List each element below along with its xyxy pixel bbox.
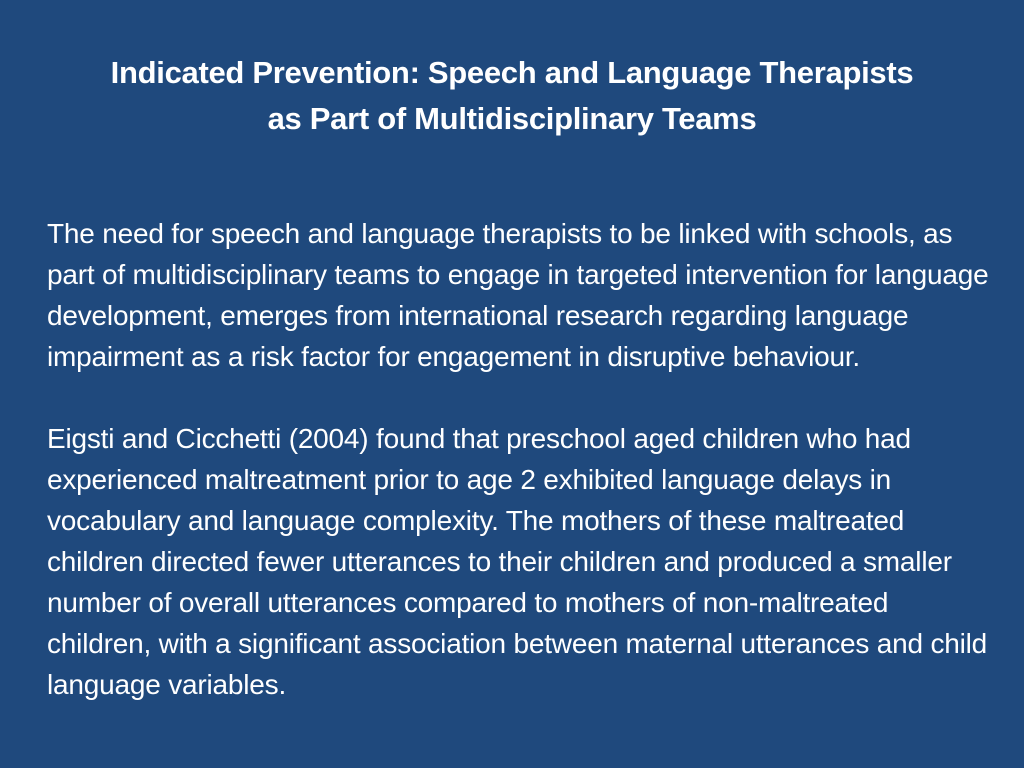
slide-title-line-1: Indicated Prevention: Speech and Language Therapists xyxy=(110,55,914,90)
slide-title-line-2: as Part of Multidisciplinary Teams xyxy=(267,101,757,136)
slide-body xyxy=(47,213,997,705)
body-paragraph-1: The need for speech and language therapists to be linked with schools, as part of multidisciplinary teams to engage in targeted intervention for language development, emerges from international research regarding language impairment as a risk factor for engagement in disruptive behaviour. xyxy=(47,218,989,372)
paragraph-spacer xyxy=(47,377,997,418)
body-paragraph-2: Eigsti and Cicchetti (2004) found that preschool aged children who had experienced maltreatment prior to age 2 exhibited language delays in vocabulary and language complexity. The mothers of these maltreated children directed fewer utterances to their children and produced a smaller number of overall utterances compared to mothers of non-maltreated children, with a significant association between maternal utterances and child language variables. xyxy=(47,423,988,700)
slide-title xyxy=(40,50,984,142)
